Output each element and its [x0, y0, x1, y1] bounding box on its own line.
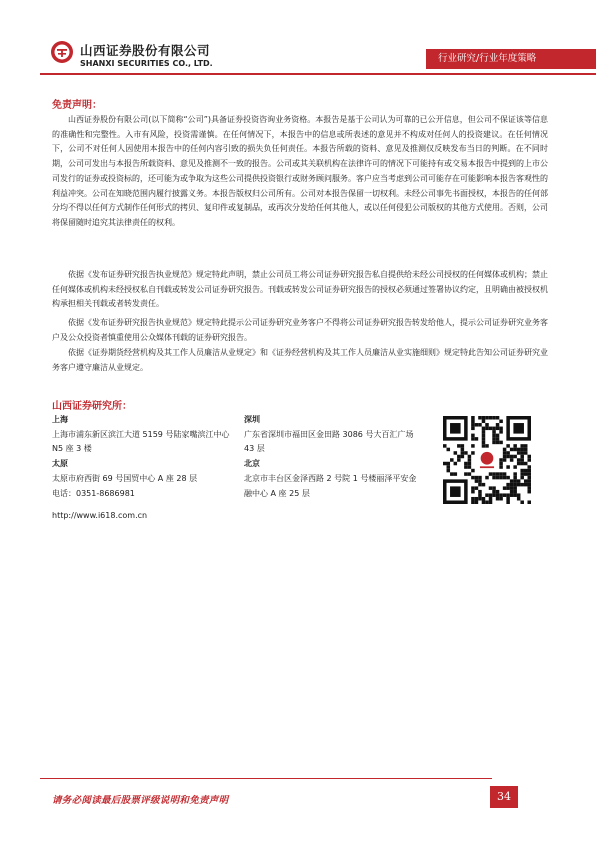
- address-column-right: [244, 413, 424, 501]
- disclaimer-title: 免责声明：: [52, 100, 102, 111]
- phone-number: 电话：0351-8686981: [52, 488, 135, 498]
- disclaimer-paragraph: 依据《发布证券研究报告执业规范》规定特此声明，禁止公司员工将公司证券研究报告私自提供给未经公司授权的任何媒体或机构；禁止任何媒体或机构未经授权私自刊载或转发公司证券研究报告。刊载或转发公司证券研究报告的授权必须通过签署协议约定，且明确由被授权机构承担相关刊载或者转发责任。: [52, 270, 548, 309]
- company-name-en: SHANXI SECURITIES CO., LTD.: [80, 59, 213, 68]
- website-link[interactable]: http://www.i618.com.cn: [52, 511, 148, 520]
- city-name: 上海: [52, 415, 68, 424]
- city-address: 上海市浦东新区滨江大道 5159 号陆家嘴滨江中心 N5 座 3 楼: [52, 429, 230, 454]
- city-name: 北京: [244, 459, 260, 469]
- city-address: 太原市府西街 69 号国贸中心 A 座 28 层: [52, 473, 198, 483]
- footer-divider: [40, 778, 492, 779]
- qr-code-icon: [443, 416, 531, 504]
- disclaimer-paragraph: 依据《发布证券研究报告执业规范》规定特此提示公司证券研究业务客户不得将公司证券研究报告转发给他人，提示公司证券研究业务客户及公众投资者慎重使用公众媒体刊载的证券研究报告。: [52, 318, 548, 342]
- address-column-left: [52, 413, 242, 501]
- page-number: 34: [490, 786, 518, 808]
- report-type-tag: 行业研究/行业年度策略: [426, 49, 596, 69]
- footer-notice: 请务必阅读最后股票评级说明和免责声明: [52, 795, 229, 806]
- city-address: 北京市丰台区金泽西路 2 号院 1 号楼丽泽平安金融中心 A 座 25 层: [244, 473, 417, 498]
- city-address: 广东省深圳市福田区金田路 3086 号大百汇广场 43 层: [244, 429, 414, 454]
- page-header: [0, 0, 596, 80]
- city-name: 太原: [52, 459, 68, 469]
- city-name: 深圳: [244, 415, 260, 424]
- disclaimer-paragraph: 山西证券股份有限公司(以下简称“公司”)具备证券投资咨询业务资格。本报告是基于公司认为可靠的已公开信息，但公司不保证该等信息的准确性和完整性。入市有风险，投资需谨慎。在任何情况下，本报告中的信息或所表述的意见并不构成对任何人的投资建议。在任何情况下，公司不对任何人因使用本报告中的任何内容引致的损失负任何责任。本报告所载的资料、意见及推测仅反映发布当日的判断。在不同时期，公司可发出与本报告所载资料、意见及推测不一致的报告。公司或其关联机构在法律许可的情况下可能持有或交易本报告中提到的上市公司发行的证券或投资标的，还可能为或争取为这些公司提供投资银行或财务顾问服务。客户应当考虑到公司可能存在可能影响本报告客观性的利益冲突。公司在知晓范围内履行披露义务。本报告版权归公司所有。公司对本报告保留一切权利。未经公司事先书面授权，本报告的任何部分均不得以任何方式制作任何形式的拷贝、复印件或复制品，或再次分发给任何其他人，或以任何侵犯公司版权的其他方式使用。否则，公司将保留随时追究其法律责任的权利。: [52, 115, 548, 227]
- company-logo-icon: [50, 40, 74, 64]
- institute-title: 山西证券研究所：: [52, 401, 132, 412]
- header-divider: [40, 73, 596, 75]
- disclaimer-paragraph: 依据《证券期货经营机构及其工作人员廉洁从业规定》和《证券经营机构及其工作人员廉洁从业实施细则》规定特此告知公司证券研究业务客户遵守廉洁从业规定。: [52, 348, 548, 372]
- company-name-cn: 山西证券股份有限公司: [80, 43, 211, 58]
